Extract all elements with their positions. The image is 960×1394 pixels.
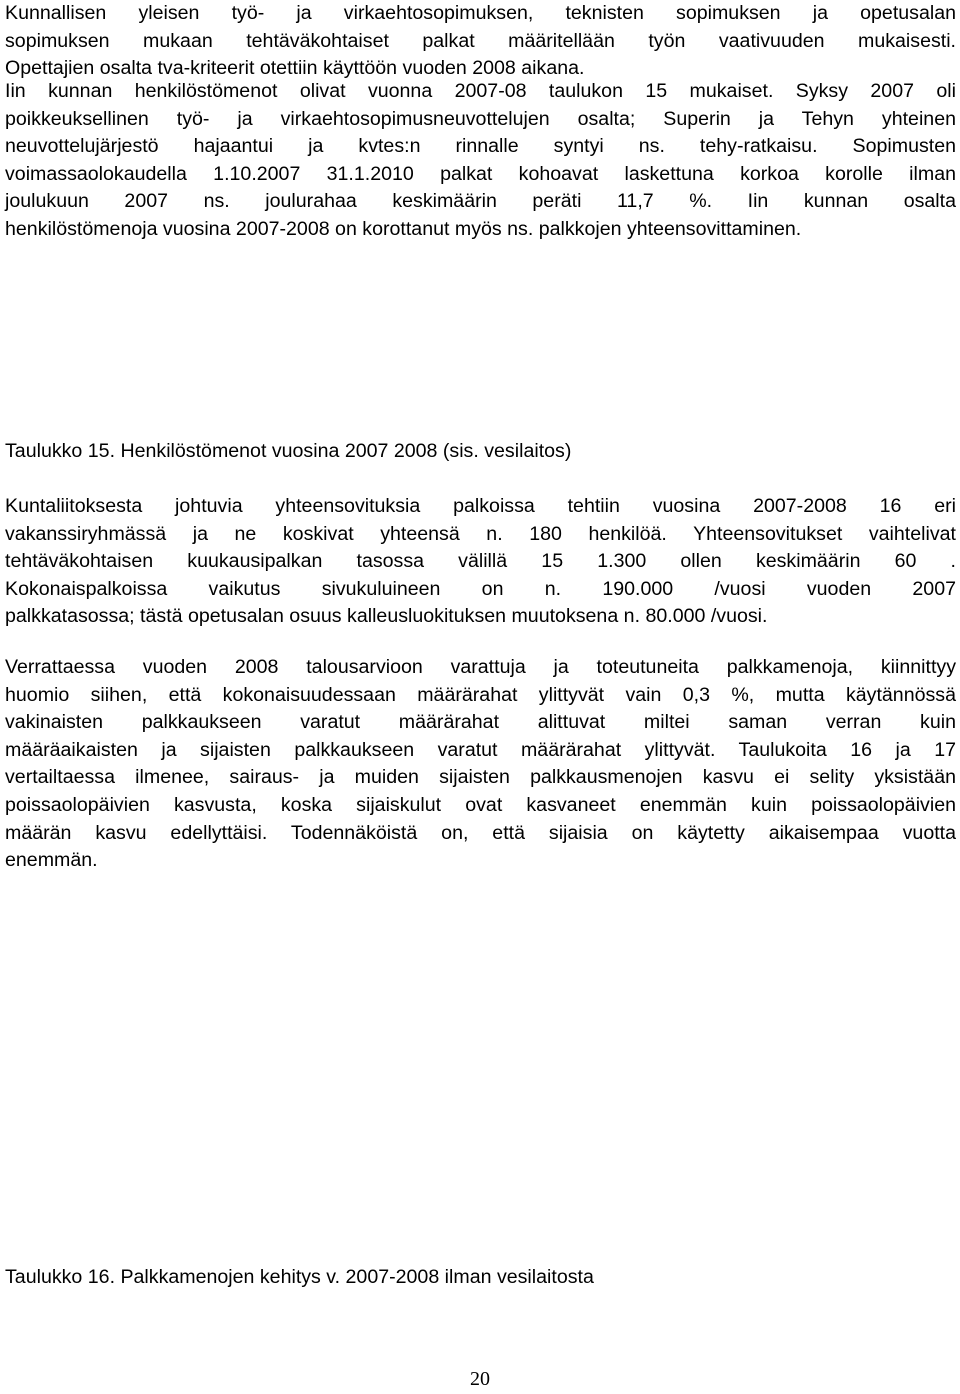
text-line: voimassaolokaudella 1.10.2007 31.1.2010 palkat kohoavat laskettuna korkoa korolle ilman (5, 162, 956, 185)
text-line: tehtäväkohtaisen kuukausipalkan tasossa välillä 15 1.300 ollen keskimäärin 60 . (5, 550, 956, 573)
text-line: vertailtaessa ilmenee, sairaus- ja muiden sijaisten palkkausmenojen kasvu ei selity yksistään (5, 766, 956, 789)
text-line: poikkeuksellinen työ- ja virkaehtosopimusneuvottelujen osalta; Superin ja Tehyn yhteinen (5, 107, 956, 130)
text-line: Kokonaispalkoissa vaikutus sivukuluineen on n. 190.000 /vuosi vuoden 2007 (5, 577, 956, 600)
text-line: vakinaisten palkkaukseen varatut määrärahat alittuvat miltei saman verran kuin (5, 711, 956, 734)
text-line: huomio siihen, että kokonaisuudessaan määrärahat ylittyvät vain 0,3 %, mutta käytännössä (5, 683, 956, 706)
text-line: Kunnallisen yleisen työ- ja virkaehtosopimuksen, teknisten sopimuksen ja opetusalan (5, 2, 956, 24)
text-line: Kuntaliitoksesta johtuvia yhteensovituksia palkoissa tehtiin vuosina 2007-2008 16 eri (5, 495, 956, 517)
table-16-caption: Taulukko 16. Palkkamenojen kehitys v. 2007-2008 ilman vesilaitosta (5, 1266, 594, 1288)
text-line: Verrattaessa vuoden 2008 talousarvioon varattuja ja toteutuneita palkkamenoja, kiinnittyy (5, 656, 956, 678)
text-line: vakanssiryhmässä ja ne koskivat yhteensä n. 180 henkilöä. Yhteensovitukset vaihtelivat (5, 522, 956, 545)
paragraph-wage-agreements (5, 0, 956, 83)
paragraph-personnel-costs (5, 78, 956, 244)
table-15-caption: Taulukko 15. Henkilöstömenot vuosina 2007 2008 (sis. vesilaitos) (5, 440, 572, 462)
text-line: joulukuun 2007 ns. joulurahaa keskimäärin peräti 11,7 %. Iin kunnan osalta (5, 190, 956, 213)
text-line: poissaolopäivien kasvusta, koska sijaiskulut ovat kasvaneet enemmän kuin poissaolopäivien (5, 793, 956, 816)
paragraph-harmonization (5, 493, 956, 631)
text-line: enemmän. (5, 849, 98, 872)
text-line: määräaikaisten ja sijaisten palkkaukseen varatut määrärahat ylittyvät. Taulukoita 16 ja 17 (5, 738, 956, 761)
text-line: määrän kasvu edellyttäisi. Todennäköistä on, että sijaisia on käytetty aikaisempaa vuotta (5, 821, 956, 844)
text-line: sopimuksen mukaan tehtäväkohtaiset palkat määritellään työn vaativuuden mukaisesti. (5, 29, 956, 52)
page-number: 20 (470, 1368, 490, 1390)
text-line: palkkatasossa; tästä opetusalan osuus kalleusluokituksen muutoksena n. 80.000 /vuosi. (5, 605, 768, 628)
text-line: Iin kunnan henkilöstömenot olivat vuonna 2007-08 taulukon 15 mukaiset. Syksy 2007 oli (5, 80, 956, 102)
text-line: henkilöstömenoja vuosina 2007-2008 on korottanut myös ns. palkkojen yhteensovittaminen. (5, 217, 802, 240)
text-line: neuvottelujärjestö hajaantui ja kvtes:n rinnalle syntyi ns. tehy-ratkaisu. Sopimusten (5, 135, 956, 158)
paragraph-budget-comparison (5, 654, 956, 875)
text-line: Opettajien osalta tva-kriteerit otettiin käyttöön vuoden 2008 aikana. (5, 57, 585, 80)
